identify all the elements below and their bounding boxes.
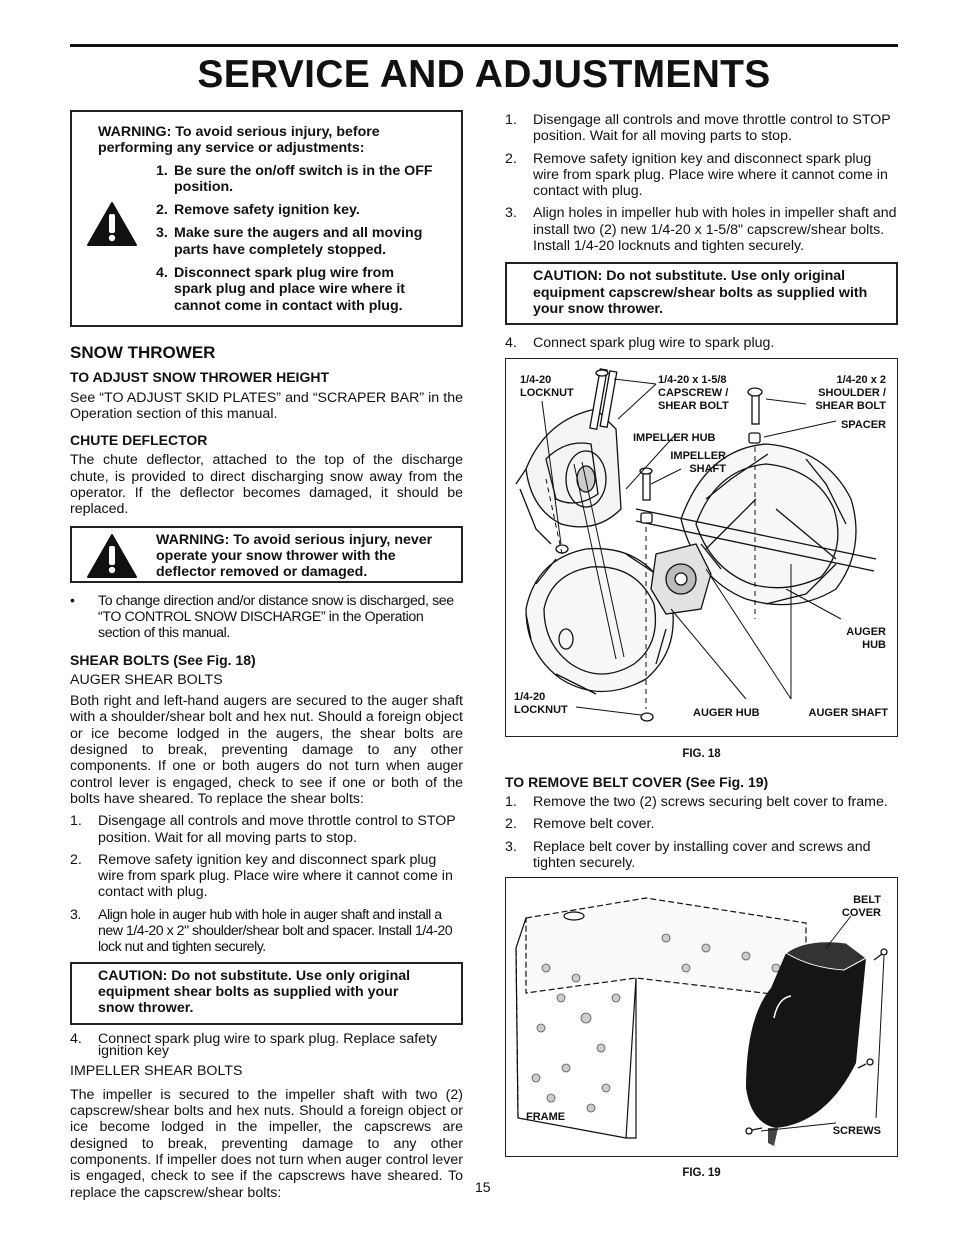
fig18-label: IMPELLER HUB xyxy=(633,431,716,444)
fig18-label: IMPELLER xyxy=(670,449,726,462)
list-item: 1. Be sure the on/off switch is in the OFF position. xyxy=(156,162,433,195)
fig18-label: SPACER xyxy=(840,418,886,431)
chute-warning-text: WARNING: To avoid serious injury, never operate your snow thrower with the deflector removed or damaged. xyxy=(156,531,433,581)
list-item: 2. Remove safety ignition key and disconnect spark plug wire from spark plug. Place wire where it cannot come in contact with plug. xyxy=(70,851,453,901)
fig18-label: HUB xyxy=(862,638,886,651)
list-item: • To change direction and/or distance snow is discharged, see “TO CONTROL SNOW DISCHARGE” in the Operation section of this manual. xyxy=(70,592,454,642)
list-item: 4. Disconnect spark plug wire from spark plug and place wire where it cannot come in contact with plug. xyxy=(156,265,406,314)
fig18-label: SHAFT xyxy=(689,462,726,475)
page-number: 15 xyxy=(475,1179,491,1195)
fig18-label: 1/4-20 x 2 xyxy=(836,373,886,386)
left-column xyxy=(70,110,463,1201)
paragraph-auger: Both right and left-hand augers are secured to the auger shaft with a shoulder/shear bolt and hex nut. Should a foreign object or ice become lodged in the augers, the shear bolts are designed to break, preventing damage to any other components. If one or both augers do not turn when auger control lever is engaged, check to see if one or both of the bolts have sheared. To replace the shear bolts: xyxy=(70,693,463,807)
fig19-label: SCREWS xyxy=(832,1125,881,1138)
list-item: 2. Remove safety ignition key and disconnect spark plug wire from spark plug. Place wire where it cannot come in contact with plug. xyxy=(505,150,888,200)
subheading-auger-shear: AUGER SHEAR BOLTS xyxy=(70,671,223,688)
list-item: 3. Make sure the augers and all moving parts have completely stopped. xyxy=(156,225,423,258)
belt-steps xyxy=(505,794,898,871)
fig18-label: AUGER HUB xyxy=(693,706,760,719)
fig18-label: AUGER xyxy=(846,625,886,638)
subheading-chute: CHUTE DEFLECTOR xyxy=(70,432,208,449)
fig19-label: BELT xyxy=(853,894,881,907)
list-item: 2. Remove belt cover. xyxy=(505,816,655,833)
right-column xyxy=(505,106,898,1182)
impeller-steps xyxy=(505,112,898,254)
list-item: 2. Remove safety ignition key. xyxy=(156,202,360,219)
subheading-shear-bolts: SHEAR BOLTS (See Fig. 18) xyxy=(70,651,256,668)
fig19-label: COVER xyxy=(841,907,881,920)
page-title: SERVICE AND ADJUSTMENTS xyxy=(70,44,898,97)
fig18-label: 1/4-20 xyxy=(520,373,552,386)
list-item: 1. Remove the two (2) screws securing belt cover to frame. xyxy=(505,794,888,811)
list-item: 1. Disengage all controls and move throttle control to STOP position. Wait for all moving parts to stop. xyxy=(70,813,456,846)
impeller-step-4 xyxy=(505,335,898,351)
fig18-label: SHEAR BOLT xyxy=(658,399,729,412)
chute-warning-box xyxy=(70,526,463,583)
fig18-label: SHOULDER / xyxy=(818,386,886,399)
auger-steps xyxy=(70,813,463,955)
subheading-belt-cover: TO REMOVE BELT COVER (See Fig. 19) xyxy=(505,773,769,790)
auger-caution-box: CAUTION: Do not substitute. Use only original equipment shear bolts as supplied with your snow thrower. xyxy=(70,962,463,1025)
figure-18 xyxy=(505,358,898,737)
fig18-label: AUGER SHAFT xyxy=(808,706,888,719)
list-item: 1. Disengage all controls and move throttle control to STOP position. Wait for all moving parts to stop. xyxy=(505,112,891,145)
impeller-caution-box: CAUTION: Do not substitute. Use only original equipment capscrew/shear bolts as supplied with your snow thrower. xyxy=(505,262,898,325)
warning-lead: WARNING: To avoid serious injury, before performing any service or adjustments: xyxy=(98,124,380,157)
auger-assembly-illustration xyxy=(506,359,896,735)
fig18-label: 1/4-20 xyxy=(514,690,546,703)
paragraph-height: See “TO ADJUST SKID PLATES” and “SCRAPER BAR” in the Operation section of this manual. xyxy=(70,389,463,422)
fig19-label: FRAME xyxy=(526,1111,566,1124)
figure-18-caption: FIG. 18 xyxy=(682,747,721,760)
warning-triangle-icon xyxy=(86,533,138,579)
list-item: 3. Align hole in auger hub with hole in auger shaft and install a new 1/4-20 x 2" shoulder/shear bolt and spacer. Install 1/4-20 lock nut and tighten securely. xyxy=(70,906,453,956)
list-item: 4. Connect spark plug wire to spark plug. Replace safety ignition key xyxy=(70,1030,438,1059)
list-item: 3. Replace belt cover by installing cover and screws and tighten securely. xyxy=(505,838,871,872)
belt-cover-illustration xyxy=(506,878,896,1155)
list-item: 4. Connect spark plug wire to spark plug. xyxy=(505,335,775,352)
paragraph-impeller: The impeller is secured to the impeller shaft with two (2) capscrew/shear bolts and hex nuts. Should a foreign object or ice become lodged in the impeller, the capscrews are designed to break, preventing damage to any other components. If impeller does not turn when auger control lever is engaged, check to see if the capscrews have sheared. To replace the capscrew/shear bolts: xyxy=(70,1086,463,1201)
list-item: 3. Align holes in impeller hub with holes in impeller shaft and install two (2) new 1/4-20 x 1-5/8" capscrew/shear bolts. Install 1/4-20 locknuts and tighten securely. xyxy=(505,205,897,255)
warning-box xyxy=(70,110,463,327)
auger-step-4 xyxy=(70,1030,463,1059)
fig18-label: LOCKNUT xyxy=(520,386,574,399)
paragraph-chute: The chute deflector, attached to the top of the discharge chute, is provided to direct discharging snow away from the operator. If the deflector becomes damaged, it should be replaced. xyxy=(70,452,463,518)
warning-list xyxy=(156,163,435,314)
fig18-label: SHEAR BOLT xyxy=(815,399,886,412)
subheading-impeller-shear: IMPELLER SHEAR BOLTS xyxy=(70,1062,243,1079)
fig18-label: LOCKNUT xyxy=(514,703,568,716)
subheading-height: TO ADJUST SNOW THROWER HEIGHT xyxy=(70,369,329,386)
figure-19 xyxy=(505,877,898,1157)
fig18-label: 1/4-20 x 1-5/8 xyxy=(658,373,727,386)
warning-triangle-icon xyxy=(86,201,138,247)
fig18-label: CAPSCREW / xyxy=(658,386,729,399)
section-heading-snow-thrower: SNOW THROWER xyxy=(70,343,216,362)
figure-19-caption: FIG. 19 xyxy=(682,1167,721,1180)
